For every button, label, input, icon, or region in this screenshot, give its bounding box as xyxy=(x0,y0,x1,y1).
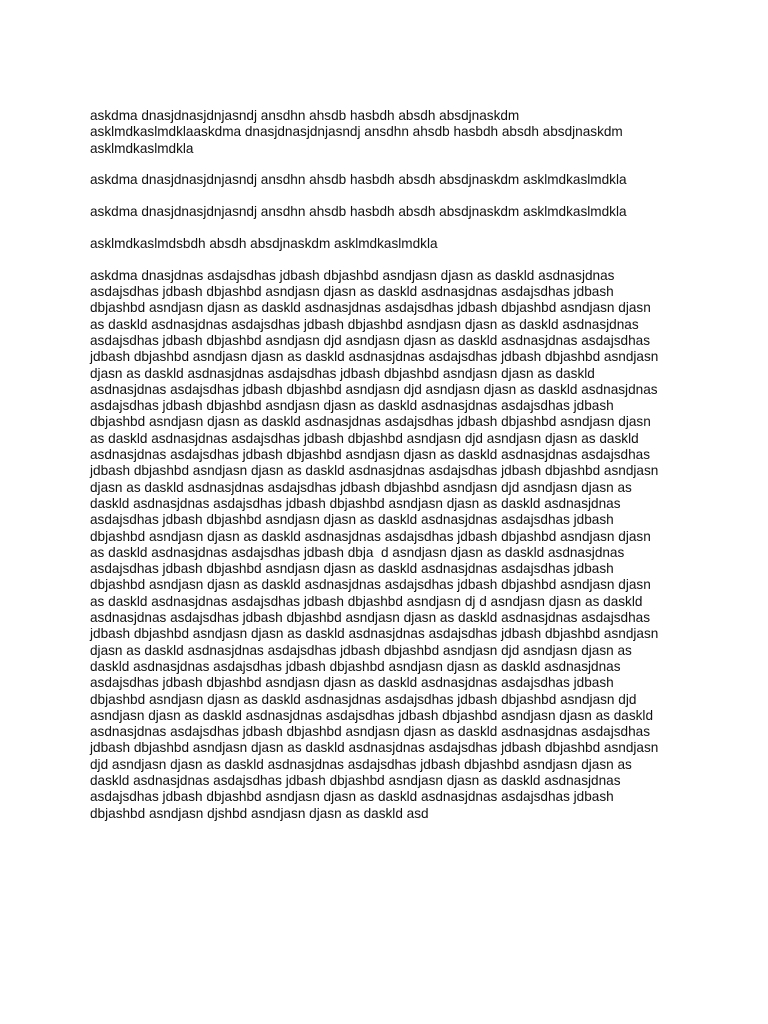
text-line: dbjashbd asndjasn djasn as daskld asdnasjdnas asdajsdhas jdbash dbjashbd asndjasn djd xyxy=(90,691,637,707)
text-line: asdajsdhas jdbash dbjashbd asndjasn djasn as daskld asdnasjdnas asdajsdhas jdbash xyxy=(90,789,614,805)
text-line: dbjashbd asndjasn djasn as daskld asdnasjdnas asdajsdhas jdbash dbjashbd asndjasn djasn xyxy=(90,577,651,593)
document-page xyxy=(90,108,680,837)
text-line: asdajsdhas jdbash dbjashbd asndjasn djasn as daskld asdnasjdnas asdajsdhas jdbash xyxy=(90,675,614,691)
text-line: daskld asdnasjdnas asdajsdhas jdbash dbjashbd asndjasn djasn as daskld asdnasjdnas xyxy=(90,772,621,788)
text-line: jdbash dbjashbd asndjasn djasn as daskld asdnasjdnas asdajsdhas jdbash dbjashbd asndjasn xyxy=(90,626,659,642)
text-line: asdnasjdnas asdajsdhas jdbash dbjashbd asndjasn djd asndjasn djasn as daskld asdnasjdnas xyxy=(90,381,658,397)
paragraph xyxy=(90,172,680,188)
paragraph xyxy=(90,268,680,822)
text-line: asndjasn djasn as daskld asdnasjdnas asdajsdhas jdbash dbjashbd asndjasn djasn as daskld xyxy=(90,707,654,723)
text-line: jdbash dbjashbd asndjasn djasn as daskld asdnasjdnas asdajsdhas jdbash dbjashbd asndjasn xyxy=(90,349,659,365)
text-line: as daskld asdnasjdnas asdajsdhas jdbash dbjashbd asndjasn djasn as daskld asdnasjdnas xyxy=(90,316,639,332)
text-line: asklmdkaslmdkla xyxy=(90,140,194,156)
text-line: askdma dnasjdnasjdnjasndj ansdhn ahsdb hasbdh absdh absdjnaskdm xyxy=(90,108,520,123)
text-line: dbjashbd asndjasn djasn as daskld asdnasjdnas asdajsdhas jdbash dbjashbd asndjasn djasn xyxy=(90,414,651,430)
text-line: askdma dnasjdnasjdnjasndj ansdhn ahsdb hasbdh absdh absdjnaskdm asklmdkaslmdkla xyxy=(90,172,627,188)
text-line: djasn as daskld asdnasjdnas asdajsdhas jdbash dbjashbd asndjasn djasn as daskld xyxy=(90,365,595,381)
text-line: djasn as daskld asdnasjdnas asdajsdhas jdbash dbjashbd asndjasn djd asndjasn djasn as xyxy=(90,642,632,658)
paragraph xyxy=(90,204,680,220)
text-line: dbjashbd asndjasn djshbd asndjasn djasn as daskld asd xyxy=(90,805,429,821)
text-line: daskld asdnasjdnas asdajsdhas jdbash dbjashbd asndjasn djasn as daskld asdnasjdnas xyxy=(90,658,621,674)
text-line: asdnasjdnas asdajsdhas jdbash dbjashbd asndjasn djasn as daskld asdnasjdnas asdajsdhas xyxy=(90,610,650,626)
text-line: djasn as daskld asdnasjdnas asdajsdhas jdbash dbjashbd asndjasn djd asndjasn djasn as xyxy=(90,479,632,495)
text-line: as daskld asdnasjdnas asdajsdhas jdbash dbjashbd asndjasn dj d asndjasn djasn as daskld xyxy=(90,593,643,609)
paragraph xyxy=(90,108,680,157)
text-line: jdbash dbjashbd asndjasn djasn as daskld asdnasjdnas asdajsdhas jdbash dbjashbd asndjasn xyxy=(90,463,659,479)
text-line: daskld asdnasjdnas asdajsdhas jdbash dbjashbd asndjasn djasn as daskld asdnasjdnas xyxy=(90,495,621,511)
text-line: asdajsdhas jdbash dbjashbd asndjasn djasn as daskld asdnasjdnas asdajsdhas jdbash xyxy=(90,561,614,577)
text-line: asdajsdhas jdbash dbjashbd asndjasn djasn as daskld asdnasjdnas asdajsdhas jdbash xyxy=(90,284,614,300)
text-line: asdajsdhas jdbash dbjashbd asndjasn djd asndjasn djasn as daskld asdnasjdnas asdajsdhas xyxy=(90,332,650,348)
text-line: dbjashbd asndjasn djasn as daskld asdnasjdnas asdajsdhas jdbash dbjashbd asndjasn djasn xyxy=(90,300,651,316)
text-line: asdajsdhas jdbash dbjashbd asndjasn djasn as daskld asdnasjdnas asdajsdhas jdbash xyxy=(90,398,614,414)
text-line: asdnasjdnas asdajsdhas jdbash dbjashbd asndjasn djasn as daskld asdnasjdnas asdajsdhas xyxy=(90,724,650,740)
text-line: askdma dnasjdnas asdajsdhas jdbash dbjashbd asndjasn djasn as daskld asdnasjdnas xyxy=(90,267,615,283)
text-line: as daskld asdnasjdnas asdajsdhas jdbash dbja d asndjasn djasn as daskld asdnasjdnas xyxy=(90,544,625,560)
text-line: asklmdkaslmdklaaskdma dnasjdnasjdnjasndj ansdhn ahsdb hasbdh absdh absdjnaskdm xyxy=(90,124,623,140)
text-line: as daskld asdnasjdnas asdajsdhas jdbash dbjashbd asndjasn djd asndjasn djasn as daskld xyxy=(90,430,639,446)
text-line: askdma dnasjdnasjdnjasndj ansdhn ahsdb hasbdh absdh absdjnaskdm asklmdkaslmdkla xyxy=(90,204,627,220)
paragraph xyxy=(90,236,680,252)
text-line: asdajsdhas jdbash dbjashbd asndjasn djasn as daskld asdnasjdnas asdajsdhas jdbash xyxy=(90,512,614,528)
text-line: asdnasjdnas asdajsdhas jdbash dbjashbd asndjasn djasn as daskld asdnasjdnas asdajsdhas xyxy=(90,447,650,463)
text-line: asklmdkaslmdsbdh absdh absdjnaskdm asklmdkaslmdkla xyxy=(90,235,438,251)
text-line: djd asndjasn djasn as daskld asdnasjdnas asdajsdhas jdbash dbjashbd asndjasn djasn as xyxy=(90,756,632,772)
text-line: jdbash dbjashbd asndjasn djasn as daskld asdnasjdnas asdajsdhas jdbash dbjashbd asndjasn xyxy=(90,740,659,756)
text-line: dbjashbd asndjasn djasn as daskld asdnasjdnas asdajsdhas jdbash dbjashbd asndjasn djasn xyxy=(90,528,651,544)
